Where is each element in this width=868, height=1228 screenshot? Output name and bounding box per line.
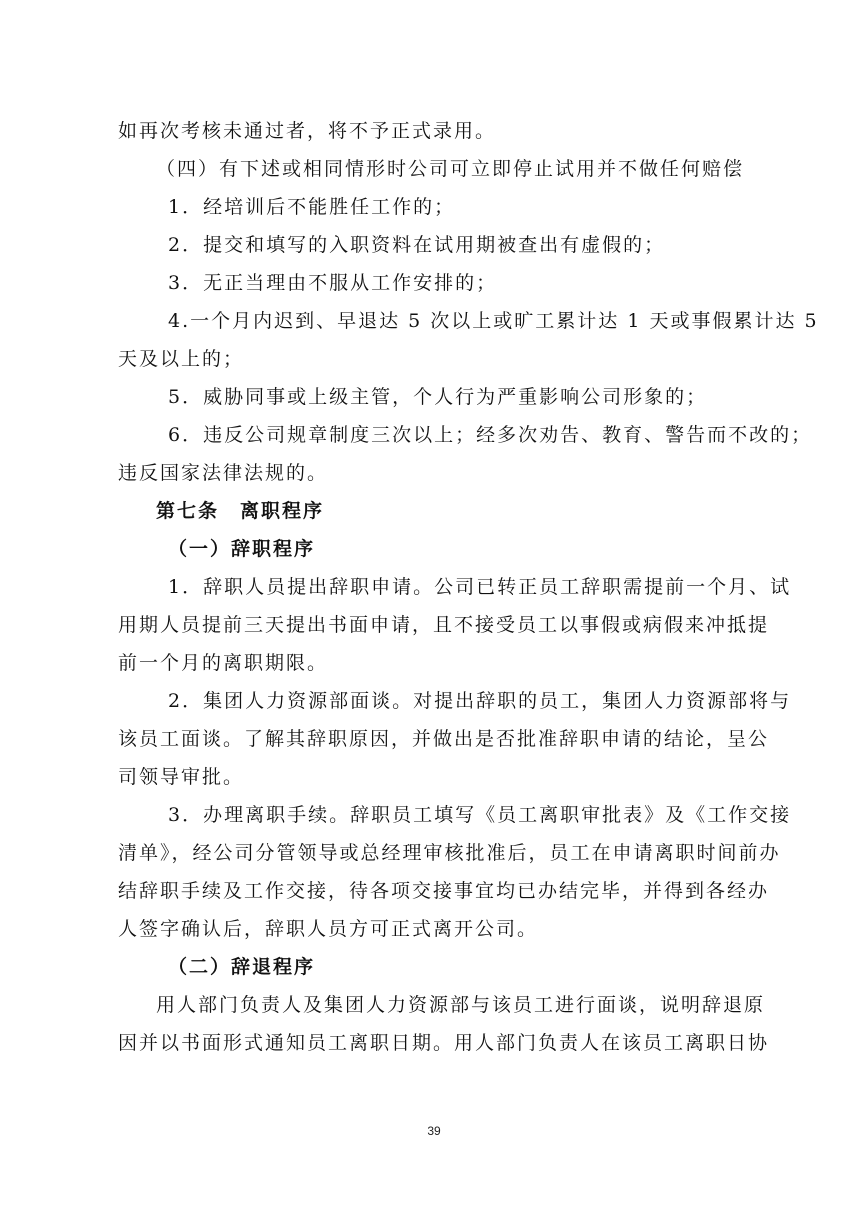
paragraph-line: 结辞职手续及工作交接，待各项交接事宜均已办结完毕，并得到各经办 xyxy=(118,880,770,902)
section-heading: （二）辞退程序 xyxy=(168,956,316,978)
list-item: 2．提交和填写的入职资料在试用期被查出有虚假的； xyxy=(168,234,666,256)
paragraph-line: 司领导审批。 xyxy=(118,766,245,788)
paragraph-line: 用人部门负责人及集团人力资源部与该员工进行面谈，说明辞退原 xyxy=(156,994,766,1016)
paragraph-line: 该员工面谈。了解其辞职原因，并做出是否批准辞职申请的结论，呈公 xyxy=(118,728,770,750)
paragraph-line: 人签字确认后，辞职人员方可正式离开公司。 xyxy=(118,918,539,940)
paragraph-line: 3．办理离职手续。辞职员工填写《员工离职审批表》及《工作交接 xyxy=(168,804,792,826)
paragraph-line: 用期人员提前三天提出书面申请，且不接受员工以事假或病假来冲抵提 xyxy=(118,614,770,636)
document-body xyxy=(118,112,819,1062)
paragraph-line: 因并以书面形式通知员工离职日期。用人部门负责人在该员工离职日协 xyxy=(118,1032,770,1054)
page-number: 39 xyxy=(427,1124,441,1138)
paragraph-line: 违反国家法律法规的。 xyxy=(118,462,329,484)
list-item: 3．无正当理由不服从工作安排的； xyxy=(168,272,498,294)
section-subheading: （四）有下述或相同情形时公司可立即停止试用并不做任何赔偿 xyxy=(156,158,745,180)
paragraph-line: 如再次考核未通过者，将不予正式录用。 xyxy=(118,120,497,142)
section-heading: （一）辞职程序 xyxy=(168,538,316,560)
paragraph-line: 清单》，经公司分管领导或总经理审核批准后，员工在申请离职时间前办 xyxy=(118,842,781,864)
paragraph-line: 1．辞职人员提出辞职申请。公司已转正员工辞职需提前一个月、试 xyxy=(168,576,792,598)
paragraph-line: 前一个月的离职期限。 xyxy=(118,652,329,674)
list-item: 6．违反公司规章制度三次以上；经多次劝告、教育、警告而不改的； xyxy=(168,424,813,446)
paragraph-line: 2．集团人力资源部面谈。对提出辞职的员工，集团人力资源部将与 xyxy=(168,690,792,712)
article-heading: 第七条 离职程序 xyxy=(156,500,325,522)
paragraph-line: 天及以上的； xyxy=(118,348,245,370)
list-item: 1．经培训后不能胜任工作的； xyxy=(168,196,456,218)
list-item: 4.一个月内迟到、早退达 5 次以上或旷工累计达 1 天或事假累计达 5 xyxy=(168,310,819,332)
list-item: 5．威胁同事或上级主管，个人行为严重影响公司形象的； xyxy=(168,386,708,408)
